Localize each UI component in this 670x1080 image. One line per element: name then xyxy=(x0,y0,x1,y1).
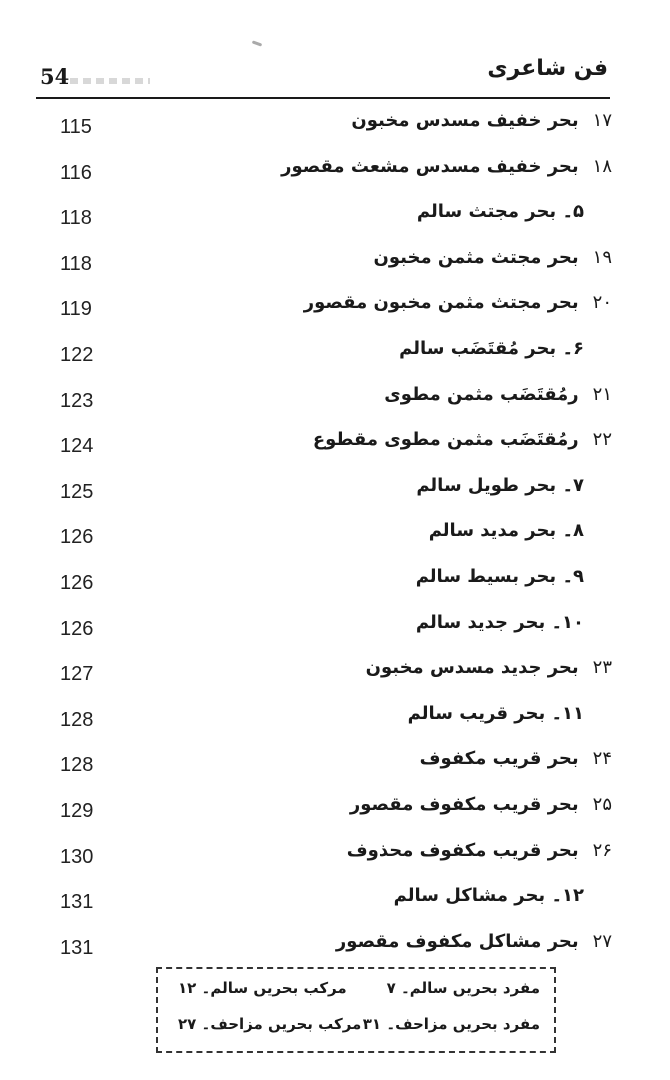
toc-row xyxy=(0,104,670,150)
entry-text: رمُقتَضَب مثمن مطوی xyxy=(384,383,579,405)
toc-entry xyxy=(384,384,612,405)
toc-row xyxy=(0,423,670,469)
toc-entry xyxy=(366,657,612,678)
summary-simple-modified: مفرد بحریں مزاحف۔ ۳۱ xyxy=(362,1015,540,1033)
toc-entry xyxy=(350,794,612,815)
toc-row xyxy=(0,469,670,515)
toc-row xyxy=(0,150,670,196)
entry-number: ۲۷ xyxy=(592,930,612,952)
entry-text: بحر قریب مکفوف محذوف xyxy=(346,839,579,861)
toc-page-number: 128 xyxy=(60,708,94,731)
entry-text: بحر مشاکل مکفوف مقصور xyxy=(335,930,579,952)
entry-text: ۸۔ بحر مدید سالم xyxy=(428,520,584,542)
entry-text: رمُقتَضَب مثمن مطوی مقطوع xyxy=(312,429,579,451)
toc-page-number: 118 xyxy=(60,252,92,275)
entry-number: ۲۳ xyxy=(592,657,612,679)
toc-page-number: 125 xyxy=(60,480,94,503)
entry-text: بحر خفیف مسدس مخبون xyxy=(351,110,579,131)
toc-entry xyxy=(336,931,612,952)
entry-text: ۶۔ بحر مُقتَضَب سالم xyxy=(399,337,584,359)
toc-section-heading xyxy=(394,885,584,906)
toc-entry xyxy=(281,156,612,177)
toc-section-heading xyxy=(416,612,584,633)
entry-number: ۱۹ xyxy=(592,246,612,268)
entry-text: بحر جدید مسدس مخبون xyxy=(365,657,579,679)
entry-text: بحر قریب مکفوف xyxy=(419,748,579,770)
page-header xyxy=(36,56,610,96)
entry-text: ۵۔ بحر مجتث سالم xyxy=(416,201,584,223)
header-rule xyxy=(36,97,610,99)
entry-number: ۲۰ xyxy=(592,292,612,314)
toc-page-number: 116 xyxy=(60,161,92,184)
toc-row xyxy=(0,378,670,424)
toc-entry xyxy=(313,429,612,450)
toc-row xyxy=(0,742,670,788)
entry-text: ۹۔ بحر بسیط سالم xyxy=(415,565,584,587)
toc-page-number: 126 xyxy=(60,617,94,640)
toc-row xyxy=(0,925,670,971)
toc-row xyxy=(0,879,670,925)
entry-text: ۱۲۔ بحر مشاکل سالم xyxy=(393,885,584,907)
toc-entry xyxy=(304,292,612,313)
toc-page-number: 124 xyxy=(60,435,94,458)
toc-page-number: 126 xyxy=(60,526,94,549)
entry-text: ۱۰۔ بحر جدید سالم xyxy=(415,611,584,633)
toc-row xyxy=(0,514,670,560)
toc-row xyxy=(0,697,670,743)
entry-number: ۲۱ xyxy=(592,383,612,405)
toc-page-number: 119 xyxy=(60,298,92,321)
summary-simple-sound: مفرد بحریں سالم۔ ۷ xyxy=(386,979,540,997)
summary-compound-modified: مرکب بحریں مزاحف۔ ۲۷ xyxy=(178,1015,362,1033)
toc-section-heading xyxy=(399,338,584,359)
toc-entry xyxy=(420,748,612,769)
toc-section-heading xyxy=(408,703,584,724)
toc-row xyxy=(0,606,670,652)
summary-compound-sound: مرکب بحریں سالم۔ ۱۲ xyxy=(178,979,347,997)
toc-row xyxy=(0,286,670,332)
faint-bleed-through xyxy=(70,78,150,84)
page-number: 54 xyxy=(40,64,70,89)
entry-number: ۲۵ xyxy=(592,793,612,815)
toc-page-number: 131 xyxy=(60,936,94,959)
toc-section-heading xyxy=(417,201,584,222)
toc-page-number: 128 xyxy=(60,754,94,777)
toc-page-number: 129 xyxy=(60,799,94,822)
toc-entry xyxy=(347,840,612,861)
print-smudge xyxy=(252,40,262,46)
toc-section-heading xyxy=(416,566,584,587)
toc-page-number: 122 xyxy=(60,343,94,366)
entry-text: بحر مجتث مثمن مخبون مقصور xyxy=(303,292,579,314)
entry-number: ۱۷ xyxy=(592,110,612,131)
toc-section-heading xyxy=(429,520,584,541)
entry-text: ۷۔ بحر طویل سالم xyxy=(416,474,584,496)
toc-entry xyxy=(374,247,612,268)
toc-page-number: 127 xyxy=(60,663,94,686)
toc-row xyxy=(0,332,670,378)
toc-section-heading xyxy=(416,475,584,496)
toc-row xyxy=(0,834,670,880)
running-title: فن شاعری xyxy=(487,56,608,81)
toc-page-number: 131 xyxy=(60,891,94,914)
entry-text: بحر قریب مکفوف مقصور xyxy=(349,793,579,815)
toc-row xyxy=(0,788,670,834)
summary-box xyxy=(156,967,556,1053)
entry-number: ۱۸ xyxy=(592,155,612,177)
toc-row xyxy=(0,241,670,287)
toc-row xyxy=(0,560,670,606)
entry-text: بحر مجتث مثمن مخبون xyxy=(373,246,579,268)
entry-number: ۲۶ xyxy=(592,839,612,861)
table-of-contents xyxy=(0,104,670,970)
entry-number: ۲۴ xyxy=(592,748,612,770)
toc-page-number: 130 xyxy=(60,845,94,868)
toc-page-number: 126 xyxy=(60,571,94,594)
toc-entry xyxy=(351,110,612,131)
entry-number: ۲۲ xyxy=(592,429,612,451)
toc-page-number: 115 xyxy=(60,116,92,138)
toc-page-number: 118 xyxy=(60,207,92,230)
toc-page-number: 123 xyxy=(60,389,94,412)
toc-row xyxy=(0,195,670,241)
entry-text: بحر خفیف مسدس مشعث مقصور xyxy=(281,155,579,177)
toc-row xyxy=(0,651,670,697)
entry-text: ۱۱۔ بحر قریب سالم xyxy=(407,702,584,724)
